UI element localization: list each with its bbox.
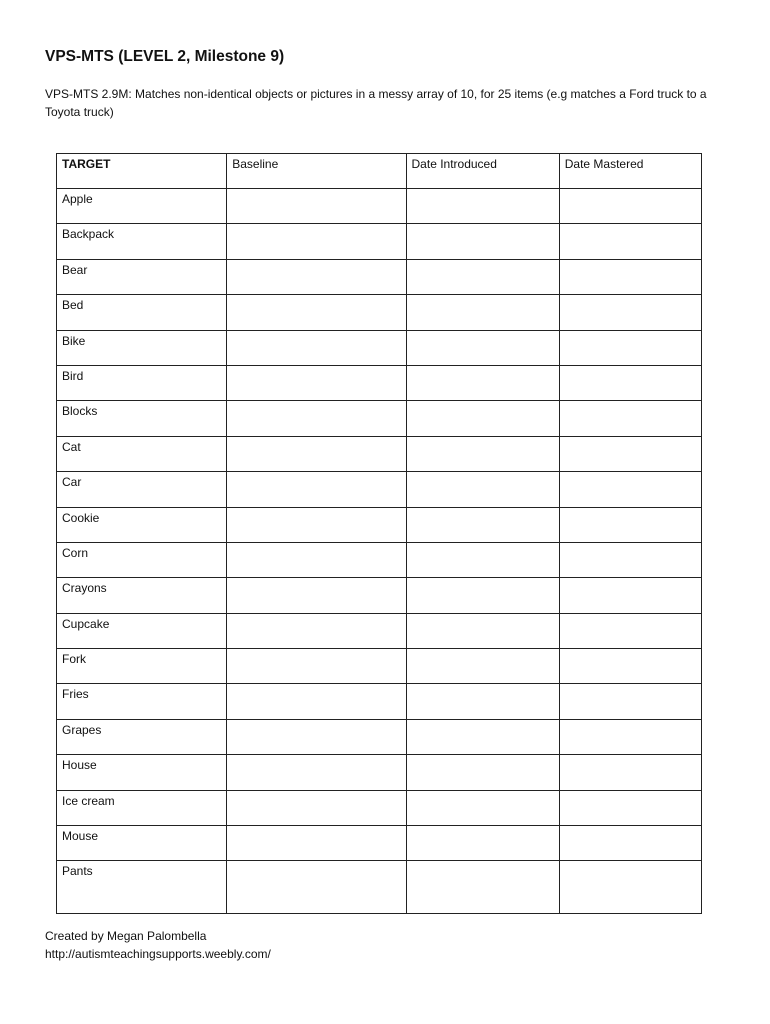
- target-cell-text: Ice cream: [62, 793, 115, 808]
- date-mastered-cell-text: [560, 366, 701, 369]
- document-title: VPS-MTS (LEVEL 2, Milestone 9): [45, 48, 285, 65]
- header-target-label: TARGET: [62, 157, 111, 171]
- baseline-cell-text: [227, 224, 405, 227]
- table-row: [57, 684, 702, 719]
- table-row: [57, 259, 702, 294]
- target-cell-text: Fork: [62, 652, 86, 667]
- date-introduced-cell-text: [407, 189, 559, 192]
- date-mastered-cell-text: [560, 508, 701, 511]
- date-mastered-cell[interactable]: [559, 472, 701, 507]
- date-mastered-cell[interactable]: [559, 826, 701, 861]
- date-mastered-cell[interactable]: [559, 861, 701, 914]
- baseline-cell[interactable]: [227, 436, 406, 471]
- baseline-cell[interactable]: [227, 826, 406, 861]
- table-row: [57, 189, 702, 224]
- date-introduced-cell-text: [407, 684, 559, 687]
- table-row: [57, 790, 702, 825]
- target-cell: [57, 826, 227, 861]
- footer-credit: Created by Megan Palombella: [45, 929, 207, 943]
- date-introduced-cell[interactable]: [406, 365, 559, 400]
- table-row: [57, 755, 702, 790]
- baseline-cell[interactable]: [227, 578, 406, 613]
- date-introduced-cell[interactable]: [406, 401, 559, 436]
- target-cell: [57, 755, 227, 790]
- date-introduced-cell[interactable]: [406, 189, 559, 224]
- table-row: [57, 401, 702, 436]
- baseline-cell-text: [227, 649, 405, 652]
- header-date-mastered-label: Date Mastered: [564, 157, 644, 171]
- date-mastered-cell[interactable]: [559, 507, 701, 542]
- baseline-cell-text: [227, 366, 405, 369]
- table-body: [57, 189, 702, 914]
- date-introduced-cell[interactable]: [406, 330, 559, 365]
- header-baseline-label: Baseline: [232, 157, 279, 171]
- target-cell-text: Bear: [62, 262, 88, 277]
- date-introduced-cell-text: [407, 401, 559, 404]
- baseline-cell[interactable]: [227, 861, 406, 914]
- baseline-cell[interactable]: [227, 224, 406, 259]
- date-introduced-cell-text: [407, 260, 559, 263]
- target-cell-text: Backpack: [62, 227, 115, 242]
- date-introduced-cell[interactable]: [406, 826, 559, 861]
- target-cell: [57, 578, 227, 613]
- date-mastered-cell-text: [560, 331, 701, 334]
- header-date-introduced: [406, 154, 559, 189]
- target-cell-text: Fries: [62, 687, 89, 702]
- date-mastered-cell-text: [560, 472, 701, 475]
- target-cell-text: Corn: [62, 545, 89, 560]
- date-introduced-cell[interactable]: [406, 472, 559, 507]
- date-mastered-cell[interactable]: [559, 790, 701, 825]
- date-introduced-cell-text: [407, 791, 559, 794]
- date-mastered-cell-text: [560, 649, 701, 652]
- target-cell: [57, 790, 227, 825]
- date-introduced-cell[interactable]: [406, 684, 559, 719]
- footer: [45, 928, 271, 963]
- target-cell-text: Grapes: [62, 722, 102, 737]
- date-mastered-cell-text: [560, 401, 701, 404]
- date-mastered-cell-text: [560, 295, 701, 298]
- baseline-cell-text: [227, 543, 405, 546]
- target-cell: [57, 401, 227, 436]
- target-cell: [57, 189, 227, 224]
- date-introduced-cell-text: [407, 755, 559, 758]
- target-tracking-table: [56, 153, 702, 914]
- target-cell: [57, 472, 227, 507]
- baseline-cell[interactable]: [227, 790, 406, 825]
- target-cell-text: Bed: [62, 298, 84, 313]
- date-mastered-cell-text: [560, 720, 701, 723]
- target-cell-text: Crayons: [62, 581, 107, 596]
- date-mastered-cell-text: [560, 260, 701, 263]
- date-mastered-cell[interactable]: [559, 578, 701, 613]
- header-date-mastered: [559, 154, 701, 189]
- date-mastered-cell[interactable]: [559, 224, 701, 259]
- date-mastered-cell-text: [560, 755, 701, 758]
- date-introduced-cell-text: [407, 578, 559, 581]
- target-cell: [57, 295, 227, 330]
- date-mastered-cell-text: [560, 189, 701, 192]
- date-introduced-cell[interactable]: [406, 649, 559, 684]
- date-mastered-cell[interactable]: [559, 295, 701, 330]
- date-mastered-cell-text: [560, 826, 701, 829]
- baseline-cell[interactable]: [227, 401, 406, 436]
- date-introduced-cell-text: [407, 508, 559, 511]
- header-baseline: [227, 154, 406, 189]
- table-row: [57, 826, 702, 861]
- baseline-cell-text: [227, 720, 405, 723]
- target-cell-text: Cat: [62, 439, 81, 454]
- date-introduced-cell-text: [407, 331, 559, 334]
- baseline-cell[interactable]: [227, 613, 406, 648]
- date-introduced-cell[interactable]: [406, 436, 559, 471]
- date-introduced-cell-text: [407, 826, 559, 829]
- table-row: [57, 224, 702, 259]
- baseline-cell-text: [227, 578, 405, 581]
- date-mastered-cell[interactable]: [559, 365, 701, 400]
- target-cell: [57, 224, 227, 259]
- baseline-cell[interactable]: [227, 259, 406, 294]
- date-mastered-cell-text: [560, 791, 701, 794]
- baseline-cell-text: [227, 260, 405, 263]
- table-row: [57, 330, 702, 365]
- date-introduced-cell[interactable]: [406, 507, 559, 542]
- header-target: [57, 154, 227, 189]
- date-mastered-cell[interactable]: [559, 189, 701, 224]
- baseline-cell-text: [227, 401, 405, 404]
- date-mastered-cell[interactable]: [559, 649, 701, 684]
- date-mastered-cell-text: [560, 684, 701, 687]
- table-row: [57, 578, 702, 613]
- baseline-cell-text: [227, 508, 405, 511]
- baseline-cell-text: [227, 295, 405, 298]
- date-introduced-cell[interactable]: [406, 790, 559, 825]
- header-date-introduced-label: Date Introduced: [411, 157, 497, 171]
- date-introduced-cell[interactable]: [406, 542, 559, 577]
- baseline-cell[interactable]: [227, 189, 406, 224]
- target-cell-text: Bike: [62, 333, 86, 348]
- footer-url: http://autismteachingsupports.weebly.com/: [45, 946, 271, 961]
- table-row: [57, 719, 702, 754]
- date-mastered-cell-text: [560, 543, 701, 546]
- date-mastered-cell-text: [560, 224, 701, 227]
- date-introduced-cell[interactable]: [406, 259, 559, 294]
- target-cell: [57, 613, 227, 648]
- baseline-cell-text: [227, 861, 405, 864]
- baseline-cell[interactable]: [227, 755, 406, 790]
- date-introduced-cell-text: [407, 649, 559, 652]
- baseline-cell[interactable]: [227, 507, 406, 542]
- baseline-cell-text: [227, 472, 405, 475]
- date-introduced-cell[interactable]: [406, 613, 559, 648]
- target-cell: [57, 365, 227, 400]
- date-mastered-cell[interactable]: [559, 436, 701, 471]
- target-cell-text: Apple: [62, 192, 93, 206]
- baseline-cell-text: [227, 755, 405, 758]
- baseline-cell-text: [227, 614, 405, 617]
- date-mastered-cell[interactable]: [559, 259, 701, 294]
- baseline-cell[interactable]: [227, 684, 406, 719]
- table-row: [57, 507, 702, 542]
- table-row: [57, 295, 702, 330]
- date-introduced-cell-text: [407, 472, 559, 475]
- table-row: [57, 472, 702, 507]
- target-cell: [57, 861, 227, 914]
- table-header-row: [57, 154, 702, 189]
- target-cell-text: Pants: [62, 864, 93, 879]
- baseline-cell[interactable]: [227, 472, 406, 507]
- date-introduced-cell-text: [407, 295, 559, 298]
- date-introduced-cell-text: [407, 614, 559, 617]
- table-row: [57, 649, 702, 684]
- target-cell: [57, 542, 227, 577]
- date-mastered-cell-text: [560, 437, 701, 440]
- date-mastered-cell[interactable]: [559, 613, 701, 648]
- baseline-cell[interactable]: [227, 649, 406, 684]
- date-mastered-cell[interactable]: [559, 401, 701, 436]
- date-mastered-cell[interactable]: [559, 542, 701, 577]
- date-mastered-cell[interactable]: [559, 684, 701, 719]
- baseline-cell-text: [227, 437, 405, 440]
- milestone-description: VPS-MTS 2.9M: Matches non-identical objects or pictures in a messy array of 10, for 25 items (e.g matches a Ford truck to a Toyota truck): [45, 87, 707, 119]
- target-cell: [57, 507, 227, 542]
- target-cell-text: Cupcake: [62, 616, 110, 631]
- baseline-cell-text: [227, 791, 405, 794]
- baseline-cell-text: [227, 189, 405, 192]
- baseline-cell-text: [227, 331, 405, 334]
- date-introduced-cell[interactable]: [406, 861, 559, 914]
- target-cell-text: Blocks: [62, 404, 98, 419]
- date-introduced-cell-text: [407, 437, 559, 440]
- date-mastered-cell[interactable]: [559, 330, 701, 365]
- target-cell-text: Mouse: [62, 829, 99, 844]
- target-cell-text: House: [62, 758, 97, 773]
- target-cell: [57, 436, 227, 471]
- date-introduced-cell-text: [407, 720, 559, 723]
- baseline-cell[interactable]: [227, 719, 406, 754]
- target-cell: [57, 649, 227, 684]
- baseline-cell[interactable]: [227, 295, 406, 330]
- date-introduced-cell[interactable]: [406, 295, 559, 330]
- baseline-cell-text: [227, 684, 405, 687]
- baseline-cell[interactable]: [227, 365, 406, 400]
- date-introduced-cell[interactable]: [406, 755, 559, 790]
- target-cell: [57, 719, 227, 754]
- baseline-cell-text: [227, 826, 405, 829]
- table-row: [57, 613, 702, 648]
- target-cell-text: Bird: [62, 368, 84, 383]
- target-cell: [57, 330, 227, 365]
- baseline-cell[interactable]: [227, 330, 406, 365]
- target-cell: [57, 259, 227, 294]
- date-mastered-cell[interactable]: [559, 719, 701, 754]
- date-introduced-cell[interactable]: [406, 224, 559, 259]
- date-mastered-cell-text: [560, 578, 701, 581]
- date-introduced-cell-text: [407, 224, 559, 227]
- date-introduced-cell-text: [407, 366, 559, 369]
- target-cell-text: Cookie: [62, 510, 100, 525]
- table-row: [57, 365, 702, 400]
- target-cell: [57, 684, 227, 719]
- date-introduced-cell[interactable]: [406, 578, 559, 613]
- date-mastered-cell-text: [560, 861, 701, 864]
- table-row: [57, 436, 702, 471]
- date-mastered-cell-text: [560, 614, 701, 617]
- target-cell-text: Car: [62, 475, 82, 490]
- date-introduced-cell[interactable]: [406, 719, 559, 754]
- table-row: [57, 542, 702, 577]
- date-introduced-cell-text: [407, 543, 559, 546]
- table-row: [57, 861, 702, 914]
- date-mastered-cell[interactable]: [559, 755, 701, 790]
- date-introduced-cell-text: [407, 861, 559, 864]
- baseline-cell[interactable]: [227, 542, 406, 577]
